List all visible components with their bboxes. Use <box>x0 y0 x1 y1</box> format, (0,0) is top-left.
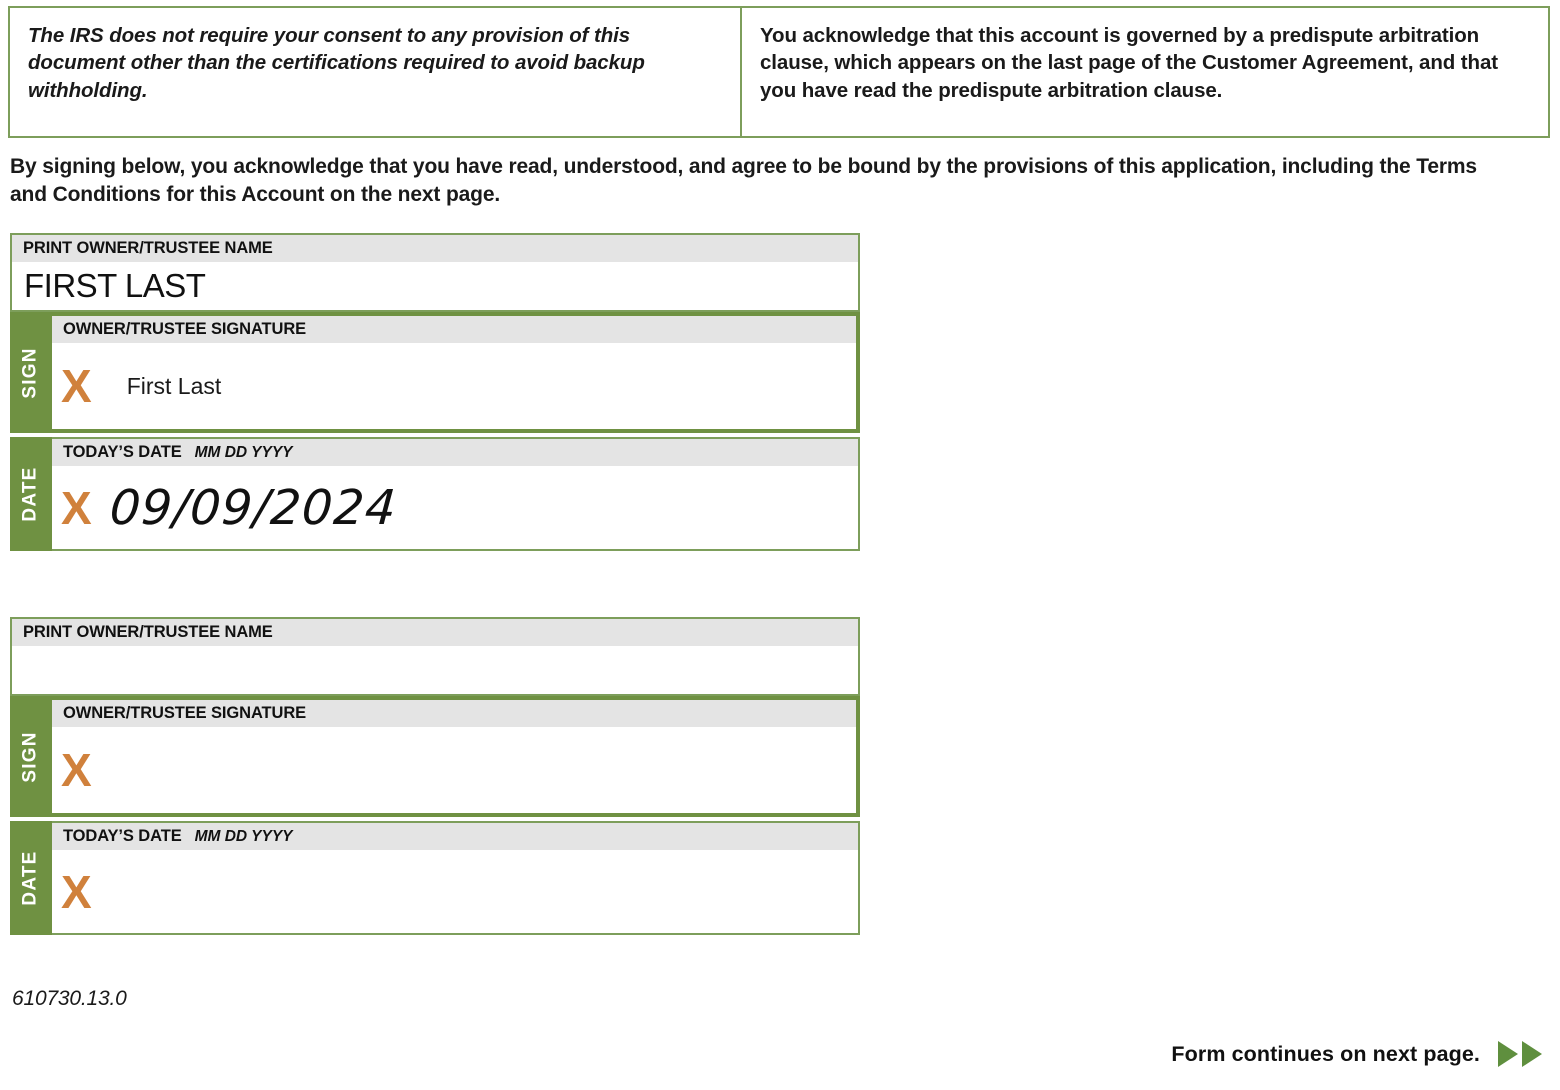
print-name-block-2[interactable] <box>10 617 860 696</box>
date-format-hint: MM DD YYYY <box>194 443 293 461</box>
date-tab-2 <box>10 821 52 935</box>
date-label-band-1 <box>52 439 858 466</box>
signature-field-wrapper-2[interactable] <box>52 696 860 817</box>
form-continues-notice <box>1171 1041 1542 1067</box>
signature-value-1: First Last <box>126 372 222 399</box>
print-name-label: PRINT OWNER/TRUSTEE NAME <box>23 239 273 257</box>
print-name-label-2: PRINT OWNER/TRUSTEE NAME <box>23 623 273 641</box>
date-x-marker-icon-2: X <box>61 865 92 918</box>
todays-date-label: TODAY’S DATE <box>63 443 182 461</box>
signature-row-1 <box>10 312 860 433</box>
next-page-arrow-icon-2 <box>1522 1041 1542 1067</box>
print-name-input-1[interactable] <box>12 262 858 310</box>
signature-label-band-2 <box>52 700 856 727</box>
signature-input-1[interactable] <box>52 343 856 429</box>
form-continues-text: Form continues on next page. <box>1171 1041 1480 1066</box>
signature-field-wrapper-1[interactable] <box>52 312 860 433</box>
todays-date-label-2: TODAY’S DATE <box>63 827 182 845</box>
print-name-input-2[interactable] <box>12 646 858 694</box>
date-input-1[interactable] <box>52 466 858 549</box>
sign-tab-label-2: SIGN <box>20 730 42 783</box>
print-name-label-band-2 <box>12 619 858 646</box>
sign-tab-1 <box>10 312 52 433</box>
signature-input-2[interactable] <box>52 727 856 813</box>
next-page-arrow-icon-1 <box>1498 1041 1518 1067</box>
date-tab-label: DATE <box>20 466 41 522</box>
print-name-label-band-1 <box>12 235 858 262</box>
signature-group-2 <box>10 617 860 935</box>
acknowledgement-boxes <box>8 6 1550 138</box>
signature-row-2 <box>10 696 860 817</box>
date-value-1: 09/09/2024 <box>107 479 399 536</box>
date-row-2 <box>10 821 860 935</box>
date-input-2[interactable] <box>52 850 858 933</box>
signature-label: OWNER/TRUSTEE SIGNATURE <box>63 320 307 338</box>
signature-label-band-1 <box>52 316 856 343</box>
signature-x-marker-icon: X <box>61 360 92 412</box>
sign-tab-2 <box>10 696 52 817</box>
irs-consent-text: The IRS does not require your consent to any provision of this document other than the certifications required to avoid backup withholding. <box>28 24 645 102</box>
sign-tab-label: SIGN <box>20 346 42 399</box>
date-tab-1 <box>10 437 52 551</box>
signature-group-1 <box>10 233 860 551</box>
date-field-wrapper-1[interactable] <box>52 437 860 551</box>
date-x-marker-icon: X <box>61 481 92 534</box>
signature-x-marker-icon-2: X <box>61 744 92 796</box>
signing-acknowledgement-paragraph: By signing below, you acknowledge that you have read, understood, and agree to be bound by the provisions of this application, including the Terms and Conditions for this Account on the next page. <box>10 155 1477 206</box>
date-tab-label-2: DATE <box>20 850 41 906</box>
date-row-1 <box>10 437 860 551</box>
date-field-wrapper-2[interactable] <box>52 821 860 935</box>
form-code: 610730.13.0 <box>12 987 127 1010</box>
signature-label-2: OWNER/TRUSTEE SIGNATURE <box>63 704 307 722</box>
acknowledgement-box-irs-consent <box>10 8 742 136</box>
date-label-band-2 <box>52 823 858 850</box>
arbitration-clause-text: You acknowledge that this account is governed by a predispute arbitration clause, which appears on the last page of the Customer Agreement, and that you have read the predispute arbitration clause. <box>760 24 1498 102</box>
print-name-value-1: FIRST LAST <box>24 267 206 304</box>
print-name-block-1[interactable] <box>10 233 860 312</box>
date-format-hint-2: MM DD YYYY <box>194 827 293 845</box>
acknowledgement-box-arbitration <box>742 8 1548 136</box>
